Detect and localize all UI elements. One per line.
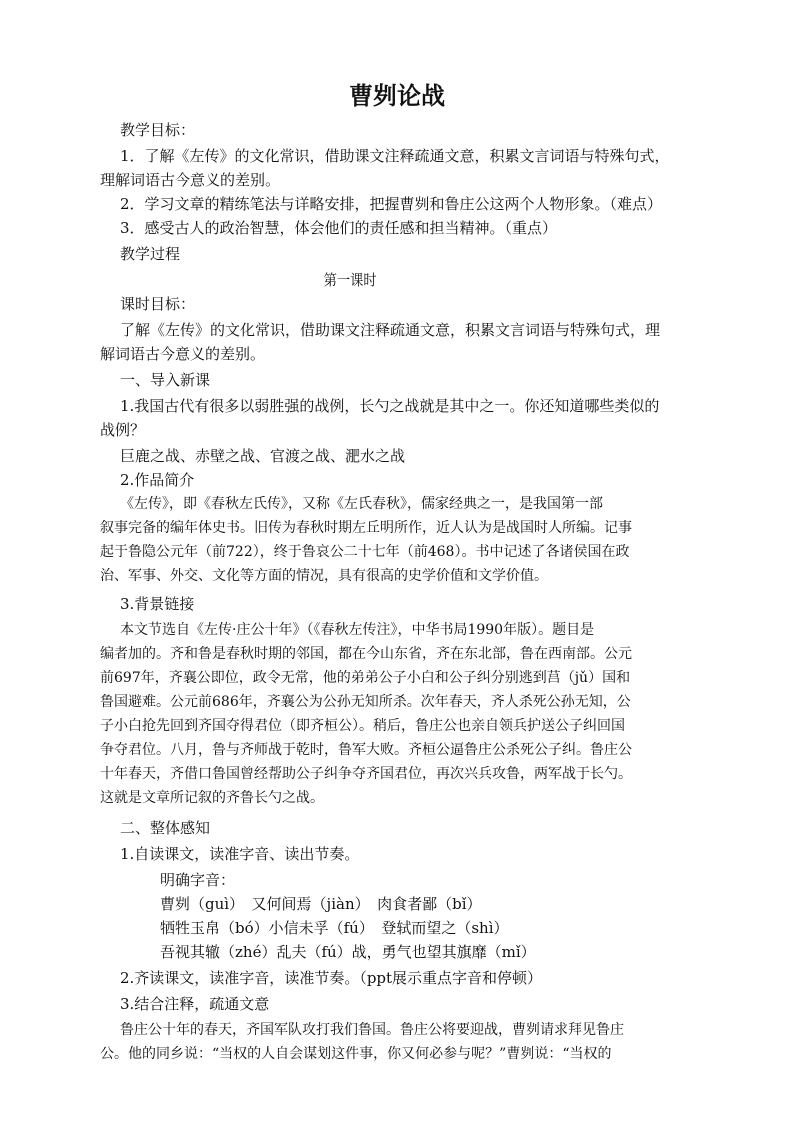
background-line-1: 本文节选自《左传·庄公十年》（《春秋左传注》，中华书局1990年版）。题目是 [120,622,595,638]
intro-line-3: 起于鲁隐公元年（前722），终于鲁哀公二十七年（前468）。书中记述了各诸侯国在政 [100,544,630,560]
answer-1: 巨鹿之战、赤壁之战、官渡之战、淝水之战 [120,447,406,465]
section-1-heading: 一、导入新课 [120,371,211,389]
background-heading: 3.背景链接 [120,595,195,613]
pronunciation-line-2: 牺牲玉帛（bó）小信未孚（fú） 登轼而望之（shì） [160,919,509,937]
lesson-goal-line1: 了解《左传》的文化常识，借助课文注释疏通文意，积累文言词语与特殊句式，理 [120,321,661,339]
goal-2: 2．学习文章的精练笔法与详略安排，把握曹刿和鲁庄公这两个人物形象。（难点） [120,195,663,213]
lesson-heading: 第一课时 [323,271,377,289]
pronunciation-line-3: 吾视其辙（zhé）乱夫（fú）战，勇气也望其旗靡（mǐ） [160,943,536,961]
background-line-4: 鲁国避难。公元前686年，齐襄公为公孙无知所杀。次年春天，齐人杀死公孙无知，公 [100,694,631,710]
goal-3: 3．感受古人的政治智慧，体会他们的责任感和担当精神。（重点） [120,219,558,237]
read-step-3: 3.结合注释，疏通文意 [120,995,270,1013]
document-title: 曹刿论战 [349,81,445,110]
intro-line-4: 治、军事、外交、文化等方面的情况，具有很高的史学价值和文学价值。 [100,568,548,584]
background-line-3: 前697年，齐襄公即位，政令无常，他的弟弟公子小白和公子纠分别逃到莒（jǔ）国和 [100,670,631,686]
read-step-2: 2.齐读课文，读准字音，读准节奏。（ppt展示重点字音和停顿） [120,969,543,987]
goal-1-line2: 理解词语古今意义的差别。 [100,171,281,189]
process-heading: 教学过程 [120,245,181,263]
section-2-heading: 二、整体感知 [120,819,211,837]
pronunciation-heading: 明确字音： [160,871,236,889]
read-step-1: 1.自读课文，读准字音、读出节奏。 [120,845,360,863]
intro-heading: 2.作品简介 [120,471,195,489]
translation-line-2: 公。他的同乡说：“当权的人自会谋划这件事，你又何必参与呢？”曹刿说：“当权的 [100,1046,612,1062]
translation-line-1: 鲁庄公十年的春天，齐国军队攻打我们鲁国。鲁庄公将要迎战，曹刿请求拜见鲁庄 [120,1022,624,1038]
goals-heading: 教学目标： [120,121,196,139]
pronunciation-line-1: 曹刿（guì） 又何间焉（jiàn） 肉食者鄙（bǐ） [160,895,482,913]
lesson-goal-line2: 解词语古今意义的差别。 [100,345,266,363]
background-line-6: 争夺君位。八月，鲁与齐师战于乾时，鲁军大败。齐桓公逼鲁庄公杀死公子纠。鲁庄公 [100,742,632,758]
question-1-line1: 1.我国古代有很多以弱胜强的战例，长勺之战就是其中之一。你还知道哪些类似的 [120,397,660,415]
lesson-goals-heading: 课时目标： [120,295,196,313]
background-line-5: 子小白抢先回到齐国夺得君位（即齐桓公）。稍后，鲁庄公也亲自领兵护送公子纠回国 [100,718,625,734]
background-line-8: 这就是文章所记叙的齐鲁长勺之战。 [100,790,324,806]
background-line-2: 编者加的。齐和鲁是春秋时期的邻国，都在今山东省，齐在东北部，鲁在西南部。公元 [100,646,632,662]
intro-line-2: 叙事完备的编年体史书。旧传为春秋时期左丘明所作，近人认为是战国时人所编。记事 [100,520,632,536]
intro-line-1: 《左传》，即《春秋左氏传》，又称《左氏春秋》，儒家经典之一，是我国第一部 [120,496,603,512]
question-1-line2: 战例？ [100,421,146,439]
background-line-7: 十年春天，齐借口鲁国曾经帮助公子纠争夺齐国君位，再次兴兵攻鲁，两军战于长勺。 [100,766,632,782]
goal-1-line1: 1．了解《左传》的文化常识，借助课文注释疏通文意，积累文言词语与特殊句式， [120,147,670,165]
